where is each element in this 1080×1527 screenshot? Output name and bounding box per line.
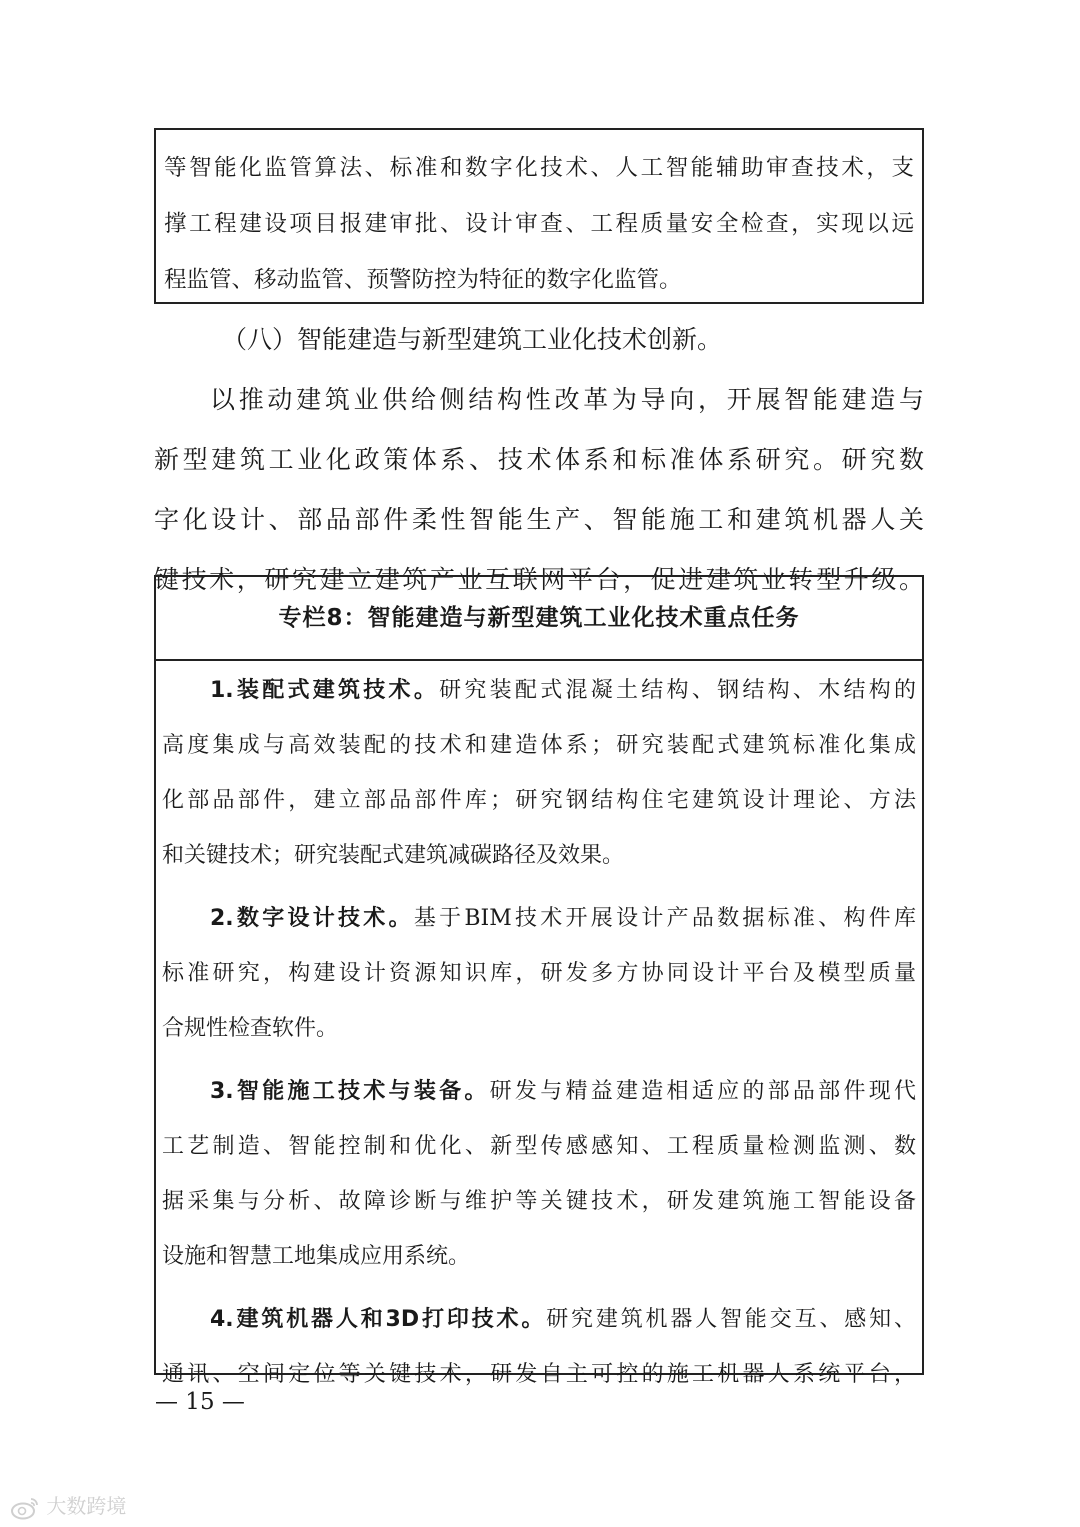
task-line [162,891,916,946]
column-box-title: 专栏8：智能建造与新型建筑工业化技术重点任务 [156,577,922,661]
task-text: 研究建筑机器人智能交互、感知、 [546,1307,916,1332]
task-item [162,1064,916,1284]
task-heading: 2.数字设计技术。 [210,906,414,931]
paragraph-line: 字化设计、部品部件柔性智能生产、智能施工和建筑机器人关 [154,505,924,534]
task-line [162,663,916,718]
box-text-line: 撑工程建设项目报建审批、设计审查、工程质量安全检查，实现以远 [164,211,914,237]
task-heading: 4.建筑机器人和3D打印技术。 [210,1307,547,1332]
section-heading: （八）智能建造与新型建筑工业化技术创新。 [222,325,723,354]
task-line: 通讯、空间定位等关键技术，研发自主可控的施工机器人系统平台， [162,1362,916,1387]
task-line: 高度集成与高效装配的技术和建造体系；研究装配式建筑标准化集成 [162,733,916,758]
paragraph-line: 以推动建筑业供给侧结构性改革为导向，开展智能建造与 [210,385,924,414]
task-line: 合规性检查软件。 [162,1016,339,1041]
task-text: 研究装配式混凝土结构、钢结构、木结构的 [439,678,916,703]
task-line: 化部品部件，建立部品部件库；研究钢结构住宅建筑设计理论、方法 [162,788,916,813]
task-item [162,1292,916,1402]
task-heading: 3.智能施工技术与装备。 [210,1079,490,1104]
body-paragraph [154,370,924,610]
task-item [162,663,916,883]
task-line: 据采集与分析、故障诊断与维护等关键技术，研发建筑施工智能设备 [162,1189,916,1214]
box-text-line: 等智能化监管算法、标准和数字化技术、人工智能辅助审查技术，支 [164,155,914,181]
box-text-line: 程监管、移动监管、预警防控为特征的数字化监管。 [164,267,682,293]
page-number: — 15 — [155,1389,245,1415]
task-heading: 1.装配式建筑技术。 [210,678,440,703]
task-line: 和关键技术；研究装配式建筑减碳路径及效果。 [162,843,625,868]
task-text: 研发与精益建造相适应的部品部件现代 [489,1079,916,1104]
task-line [162,1064,916,1119]
weibo-logo-icon [10,1494,46,1518]
paragraph-line: 新型建筑工业化政策体系、技术体系和标准体系研究。研究数 [154,445,924,474]
continued-column-box [154,128,924,304]
task-line [162,1292,916,1347]
task-line: 标准研究，构建设计资源知识库，研发多方协同设计平台及模型质量 [162,961,916,986]
task-line: 设施和智慧工地集成应用系统。 [162,1244,471,1269]
task-line: 工艺制造、智能控制和优化、新型传感感知、工程质量检测监测、数 [162,1134,916,1159]
task-text: 基于BIM技术开展设计产品数据标准、构件库 [413,906,916,931]
column-box [154,575,924,1387]
task-item [162,891,916,1056]
paragraph-line: 键技术，研究建立建筑产业互联网平台，促进建筑业转型升级。 [154,565,924,594]
watermark [10,1490,126,1520]
column-box-body [156,661,922,1402]
watermark-text: 大数跨境 [46,1494,127,1518]
